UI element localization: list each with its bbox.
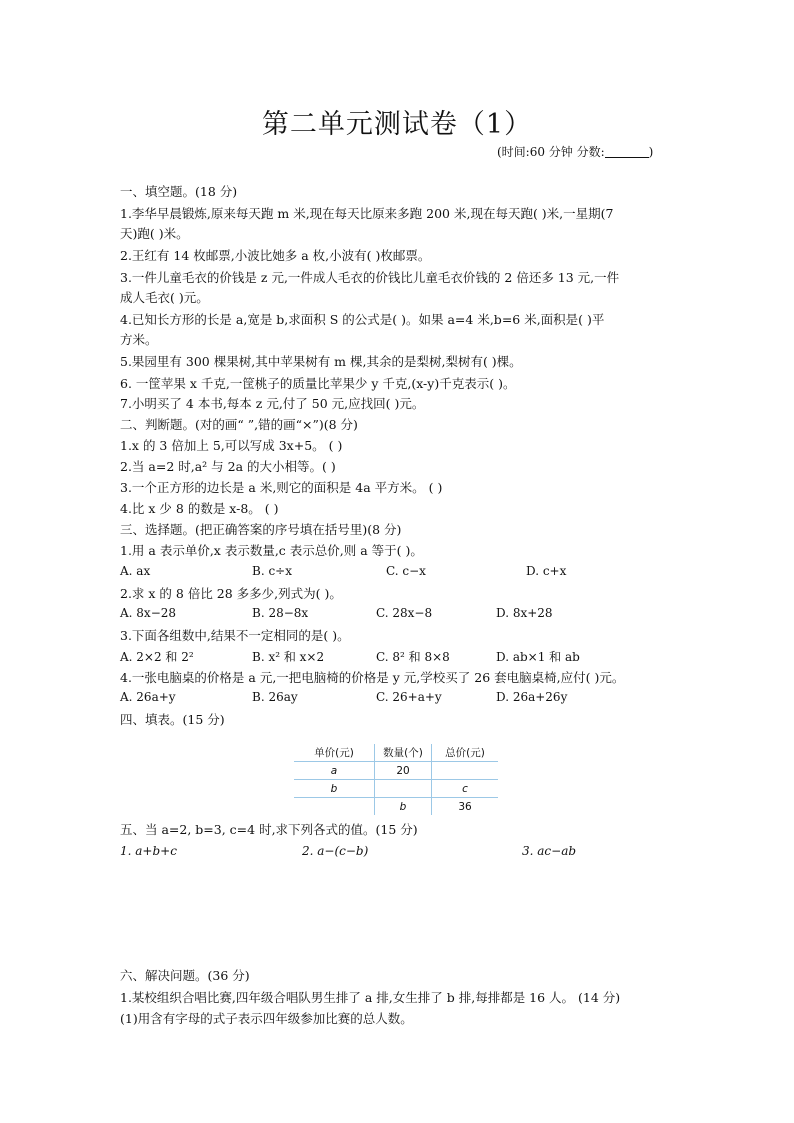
table-row <box>294 780 498 798</box>
fill-q4-line1: 4.已知长方形的长是 a,宽是 b,求面积 S 的公式是( )。如果 a=4 米,b=6 米,面积是( )平 <box>120 312 605 327</box>
fill-q1-line1: 1.李华早晨锻炼,原来每天跑 m 米,现在每天比原来多跑 200 米,现在每天跑( )米,一星期(7 <box>120 206 614 221</box>
choice-option[interactable]: B. 26ay <box>252 690 298 704</box>
choice-option[interactable]: A. 2×2 和 2² <box>120 650 194 664</box>
judge-q1: 1.x 的 3 倍加上 5,可以写成 3x+5。 ( ) <box>120 438 343 453</box>
score-blank[interactable] <box>605 145 649 158</box>
choice-option[interactable]: D. ab×1 和 ab <box>496 650 580 664</box>
page-title: 第二单元测试卷（1） <box>261 109 533 140</box>
table-cell[interactable] <box>375 780 432 798</box>
time-score-text: (时间:60 分钟 分数: <box>497 145 605 159</box>
table-cell[interactable] <box>432 762 499 780</box>
choice-option[interactable]: C. 26+a+y <box>376 690 442 704</box>
expression-item: 3. ac−ab <box>522 844 577 858</box>
price-table <box>294 744 498 815</box>
expression-item: 1. a+b+c <box>120 844 177 858</box>
table-row <box>294 762 498 780</box>
fill-q6: 6. 一筐苹果 x 千克,一筐桃子的质量比苹果少 y 千克,(x-y)千克表示( )。 <box>120 376 516 391</box>
fill-q5: 5.果园里有 300 棵果树,其中苹果树有 m 棵,其余的是梨树,梨树有( )棵。 <box>120 354 522 369</box>
fill-q2: 2.王红有 14 枚邮票,小波比她多 a 枚,小波有( )枚邮票。 <box>120 248 431 263</box>
time-score-close: ) <box>648 145 654 159</box>
choice-option[interactable]: A. 26a+y <box>120 690 176 704</box>
choice-option[interactable]: A. 8x−28 <box>120 606 177 620</box>
table-cell[interactable] <box>294 798 375 816</box>
choice-option[interactable]: C. 28x−8 <box>376 606 433 620</box>
choice-option[interactable]: D. c+x <box>526 564 567 578</box>
section-6-heading: 六、解决问题。(36 分) <box>120 968 250 983</box>
section-4-heading: 四、填表。(15 分) <box>120 712 225 727</box>
choice-q4: 4.一张电脑桌的价格是 a 元,一把电脑椅的价格是 y 元,学校买了 26 套电脑桌椅,应付( )元。 <box>120 670 625 685</box>
problem-q1: 1.某校组织合唱比赛,四年级合唱队男生排了 a 排,女生排了 b 排,每排都是 16 人。 (14 分) <box>120 990 621 1005</box>
table-header: 数量(个) <box>375 744 432 762</box>
fill-q3-line2: 成人毛衣( )元。 <box>120 290 209 305</box>
fill-q3-line1: 3.一件儿童毛衣的价钱是 z 元,一件成人毛衣的价钱比儿童毛衣价钱的 2 倍还多 13 元,一件 <box>120 270 620 285</box>
table-header-row <box>294 744 498 762</box>
fill-q7: 7.小明买了 4 本书,每本 z 元,付了 50 元,应找回( )元。 <box>120 396 425 411</box>
fill-q1-line2: 天)跑( )米。 <box>120 226 189 241</box>
fill-q4-line2: 方米。 <box>120 332 158 347</box>
problem-q1-part1: (1)用含有字母的式子表示四年级参加比赛的总人数。 <box>120 1011 413 1026</box>
choice-q2: 2.求 x 的 8 倍比 28 多多少,列式为( )。 <box>120 586 342 601</box>
choice-q1: 1.用 a 表示单价,x 表示数量,c 表示总价,则 a 等于( )。 <box>120 543 423 558</box>
table-cell: 20 <box>375 762 432 780</box>
judge-q2: 2.当 a=2 时,a² 与 2a 的大小相等。( ) <box>120 459 336 474</box>
choice-q3: 3.下面各组数中,结果不一定相同的是( )。 <box>120 628 350 643</box>
choice-option[interactable]: B. 28−8x <box>252 606 309 620</box>
section-1-heading: 一、填空题。(18 分) <box>120 184 238 199</box>
table-cell: c <box>432 780 499 798</box>
judge-q4: 4.比 x 少 8 的数是 x-8。 ( ) <box>120 501 279 516</box>
section-3-heading: 三、选择题。(把正确答案的序号填在括号里)(8 分) <box>120 522 402 537</box>
choice-option[interactable]: D. 8x+28 <box>496 606 553 620</box>
table-header: 总价(元) <box>432 744 499 762</box>
table-cell: 36 <box>458 800 472 813</box>
table-cell: a <box>294 762 375 780</box>
expression-item: 2. a−(c−b) <box>302 844 369 858</box>
choice-option[interactable]: C. 8² 和 8×8 <box>376 650 450 664</box>
choice-option[interactable]: B. c÷x <box>252 564 292 578</box>
section-2-heading: 二、判断题。(对的画“ ”,错的画“×”)(8 分) <box>120 417 358 432</box>
table-cell: b <box>294 780 375 798</box>
table-header: 单价(元) <box>294 744 375 762</box>
choice-option[interactable]: C. c−x <box>386 564 426 578</box>
choice-option[interactable]: D. 26a+26y <box>496 690 568 704</box>
section-5-heading: 五、当 a=2, b=3, c=4 时,求下列各式的值。(15 分) <box>120 822 418 837</box>
choice-option[interactable]: B. x² 和 x×2 <box>252 650 325 664</box>
judge-q3: 3.一个正方形的边长是 a 米,则它的面积是 4a 平方米。 ( ) <box>120 480 443 495</box>
table-cell: b <box>375 798 432 816</box>
table-row <box>294 798 498 816</box>
time-score-line <box>497 143 653 160</box>
choice-option[interactable]: A. ax <box>120 564 151 578</box>
